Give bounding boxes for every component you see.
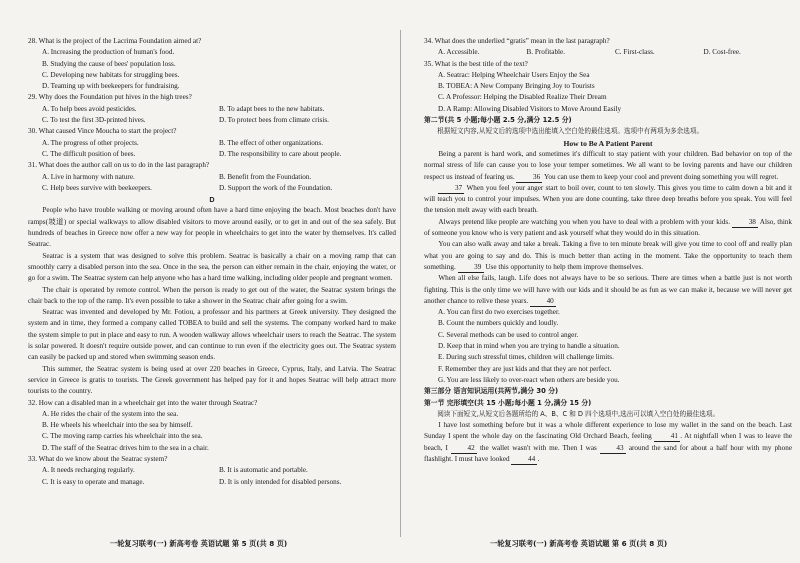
page-footer-right: 一轮复习联考(一) 新高考卷 英语试题 第 6 页(共 8 页)	[490, 539, 668, 548]
q33-option-a: A. It needs recharging regularly.	[42, 466, 135, 475]
question-34-stem: 34. What does the underlied “gratis” mean in the last paragraph?	[424, 37, 610, 45]
q33-option-b: B. It is automatic and portable.	[219, 466, 308, 475]
q33-options	[28, 465, 396, 488]
blank-39: 39	[458, 263, 484, 273]
q30-option-b: B. The effect of other organizations.	[219, 138, 323, 147]
section-2-option-e: E. During such stressful times, children will challenge limits.	[438, 353, 614, 362]
q35-option-c: C. A Professor: Helping the Disabled Realize Their Dream	[438, 93, 607, 102]
q30-option-c: C. The difficult position of bees.	[42, 149, 136, 158]
question-35-stem: 35. What is the best title of the text?	[424, 59, 528, 68]
passage-d-paragraph-1: People who have trouble walking or moving around often have a hard time enjoying the beach. Most beaches don't have ramps(坡道) or special walkways to allow disabled visitors to move around easily, or to get in and out of the sea safely. But hundreds of beaches in Greece now offer a new way for people in wheelchairs to get into the water by themselves. It's called Seatrac.	[28, 206, 396, 249]
question-31-stem: 31. What does the author call on us to do in the last paragraph?	[28, 161, 210, 170]
p5-text-before: When all else fails, laugh. Life does not always have to be so serious. There are times when a battle just is not worth fighting. This is the only time we will have with our kids and it should be as fun as we can make it, because we will never get another chance to relive these years.	[424, 274, 792, 305]
cloze-text-1: I have lost something before but it was a whole different experience to lose my wallet in the sand on the beach. Last Sunday I spent the whole day on the fascinating Old Orchard Beach, feeling	[424, 421, 792, 441]
q32-option-d: D. The staff of the Seatrac drives him to the sea in a chair.	[42, 443, 209, 452]
passage-d-paragraph-2: Seatrac is a system that was designed to solve this problem. Seatrac is basically a chair on a moving ramp that can smoothly carry a disabled person into the sea. Once in the sea, the person can either remain in the chair, enjoying the water, or go for a swim. The Seatrac system can help anyone who has a hard time walking, including older people and pregnant women.	[28, 251, 396, 283]
blank-43: 43	[600, 444, 626, 454]
q34-option-b: B. Profitable.	[526, 48, 566, 57]
passage-paragraph-2	[424, 183, 792, 217]
passage-d-paragraph-3: The chair is operated by remote control. When the person is ready to get out of the water, the Seatrac system brings the chair back to the top of the ramp. It's even possible to take a shower in the Seatrac chair after going for a swim.	[28, 285, 396, 305]
q35-option-b: B. TOBEA: A New Company Bringing Joy to Tourists	[438, 82, 595, 91]
q32-option-c: C. The moving ramp carries his wheelchair into the sea.	[42, 432, 203, 441]
passage-paragraph-1	[424, 149, 792, 183]
q30-option-d: D. The responsibility to care about people.	[219, 149, 342, 158]
question-29-stem: 29. Why does the Foundation put hives in the high trees?	[28, 93, 192, 102]
right-column	[424, 36, 792, 465]
section-2-heading: 第二节(共 5 小题;每小题 2.5 分,满分 12.5 分)	[424, 116, 572, 125]
q33-option-d: D. It is only intended for disabled persons.	[219, 477, 342, 486]
blank-36: 36	[516, 173, 542, 183]
column-divider	[400, 30, 401, 537]
passage-paragraph-5	[424, 273, 792, 307]
q30-option-a: A. The progress of other projects.	[42, 138, 139, 147]
p3-text-before: Always pretend like people are watching you when you have to deal with a problem with your kids.	[438, 217, 731, 226]
cloze-text-3: the wallet wasn't with me. Then I was	[479, 443, 597, 452]
blank-44: 44	[511, 455, 537, 465]
passage-d-heading: D	[209, 195, 215, 205]
passage-title: How to Be A Patient Parent	[563, 138, 653, 148]
part-3-subheading: 第一节 完形填空(共 15 小题;每小题 1 分,满分 15 分)	[424, 398, 592, 407]
p4-text-after: Use this opportunity to help them improve themselves.	[485, 262, 644, 271]
q28-option-d: D. Teaming up with beekeepers for fundraising.	[42, 82, 180, 91]
section-2-option-b: B. Count the numbers quickly and loudly.	[438, 319, 559, 328]
q28-option-b: B. Studying the cause of bees' population loss.	[42, 59, 176, 68]
q32-option-a: A. He rides the chair of the system into the sea.	[42, 409, 179, 418]
part-3-instruction: 阅读下面短文,从短文后各题所给的 A、B、C 和 D 四个选项中,选出可以填入空白处的最佳选项。	[437, 409, 720, 418]
q33-option-c: C. It is easy to operate and manage.	[42, 477, 145, 486]
cloze-text-4: around the sand for about a half hour with my phone flashlight. I must have looked	[424, 443, 793, 463]
blank-41: 41	[654, 432, 680, 442]
question-30-stem: 30. What caused Vince Moucha to start the project?	[28, 127, 177, 136]
q34-options	[424, 47, 792, 58]
q29-option-c: C. To test the first 3D-printed hives.	[42, 116, 146, 125]
q28-option-c: C. Developing new habitats for struggling bees.	[42, 70, 180, 79]
q29-options	[28, 104, 396, 127]
q31-options	[28, 172, 396, 195]
p4-text-before: You can also walk away and take a break. Taking a five to ten minute break will give you time to cool off and really plan what you are going to say and do. This is much better than acting in the moment. Take the opportunity to teach them something.	[424, 240, 792, 271]
q34-option-d: D. Cost-free.	[703, 48, 741, 57]
blank-38: 38	[732, 218, 758, 228]
question-33-stem: 33. What do we know about the Seatrac system?	[28, 454, 168, 463]
q32-option-b: B. He wheels his wheelchair into the sea by himself.	[42, 421, 193, 430]
q31-option-d: D. Support the work of the Foundation.	[219, 183, 333, 192]
left-column	[28, 36, 396, 488]
passage-paragraph-3	[424, 217, 792, 240]
question-32-stem: 32. How can a disabled man in a wheelchair get into the water through Seatrac?	[28, 398, 258, 407]
q30-options	[28, 138, 396, 161]
q28-option-a: A. Increasing the production of human's food.	[42, 48, 175, 57]
passage-d-paragraph-5: This summer, the Seatrac system is being used at over 220 beaches in Greece, Cyprus, Italy, and Latvia. The Seatrac service in Greece is gratis to tourists. The Greek government has helped pay for it and hopes Seatrac will help attract more tourists to the country.	[28, 364, 396, 396]
q34-option-a: A. Accessible.	[438, 48, 480, 57]
section-2-option-g: G. You are less likely to over-react when others are beside you.	[438, 375, 620, 384]
blank-37: 37	[438, 184, 464, 194]
q35-option-d: D. A Ramp: Allowing Disabled Visitors to Move Around Easily	[438, 104, 622, 113]
section-2-option-c: C. Several methods can be used to control anger.	[438, 330, 579, 339]
section-2-option-a: A. You can first do two exercises together.	[438, 308, 560, 317]
q31-option-a: A. Live in harmony with nature.	[42, 172, 135, 181]
blank-42: 42	[451, 444, 477, 454]
cloze-passage: I have lost something before but it was a whole different experience to lose my wallet in the sand on the beach. Last Sunday I spent the whole day on the fascinating Old Orchard Beach, feeling 41 . At nightfall when I was to leave the beach, I 42 the wallet wasn't with me. Then I was 43 around the sand for about a half hour with my phone flashlight. I must have looked 44 .	[424, 421, 793, 463]
q29-option-a: A. To help bees avoid pesticides.	[42, 104, 137, 113]
question-28-stem: 28. What is the project of the Lacrima Foundation aimed at?	[28, 37, 202, 45]
p3-text-after: Also, think of someone you know who is very patient and ask yourself what they would do in this situation.	[424, 217, 792, 238]
part-3-heading: 第三部分 语言知识运用(共两节,满分 30 分)	[424, 387, 559, 396]
section-2-option-f: F. Remember they are just kids and that they are not perfect.	[438, 364, 612, 373]
p1-text-before: Being a parent is hard work, and sometimes it's difficult to stay patient with your children. Bad behavior on top of the normal stress of life can cause you to lose your temper sometimes. We all want to be loving parents and have our children respect us instead of fearing us.	[424, 149, 792, 181]
blank-40: 40	[530, 297, 556, 307]
q35-option-a: A. Seatrac: Helping Wheelchair Users Enjoy the Sea	[438, 70, 590, 79]
q31-option-c: C. Help bees survive with beekeepers.	[42, 183, 152, 192]
passage-paragraph-4	[424, 239, 792, 273]
q29-option-b: B. To adapt bees to the new habitats.	[219, 104, 325, 113]
q34-option-c: C. First-class.	[615, 48, 655, 57]
page-footer-left: 一轮复习联考(一) 新高考卷 英语试题 第 5 页(共 8 页)	[110, 539, 288, 548]
cloze-text-2: At nightfall when I was to leave the beach, I	[424, 432, 793, 452]
section-2-option-d: D. Keep that in mind when you are trying to handle a situation.	[438, 342, 620, 351]
q31-option-b: B. Benefit from the Foundation.	[219, 172, 312, 181]
passage-d-paragraph-4: Seatrac was invented and developed by Mr. Fotiou, a professor and his partners at Greek university. They designed the system and in time, they formed a company called TOBEA to build and sell the systems. The company worked hard to make the system simple to put in place and easy to run. A wooden walkway allows wheelchair users to reach the Seatrac. The system is solar powered. It doesn't require outside power, and can continue to run even if the electricity goes out. The Seatrac system can easily be packed up and stored when swimming season ends.	[28, 308, 396, 362]
p1-text-after: You can use them to keep your cool and prevent doing something you will regret.	[543, 172, 779, 181]
section-2-instruction: 根据短文内容,从短文后的选项中选出能填入空白处的最佳选项。选项中有两项为多余选项。	[437, 127, 704, 136]
p2-text: When you feel your anger start to boil over, count to ten slowly. This gives you time to calm down a bit and it will teach you to control your impulses. When you are done counting, take three deep breaths before you speak. You will feel the tension melt away with each breath.	[424, 183, 793, 215]
q29-option-d: D. To protect bees from climate crisis.	[219, 116, 329, 125]
